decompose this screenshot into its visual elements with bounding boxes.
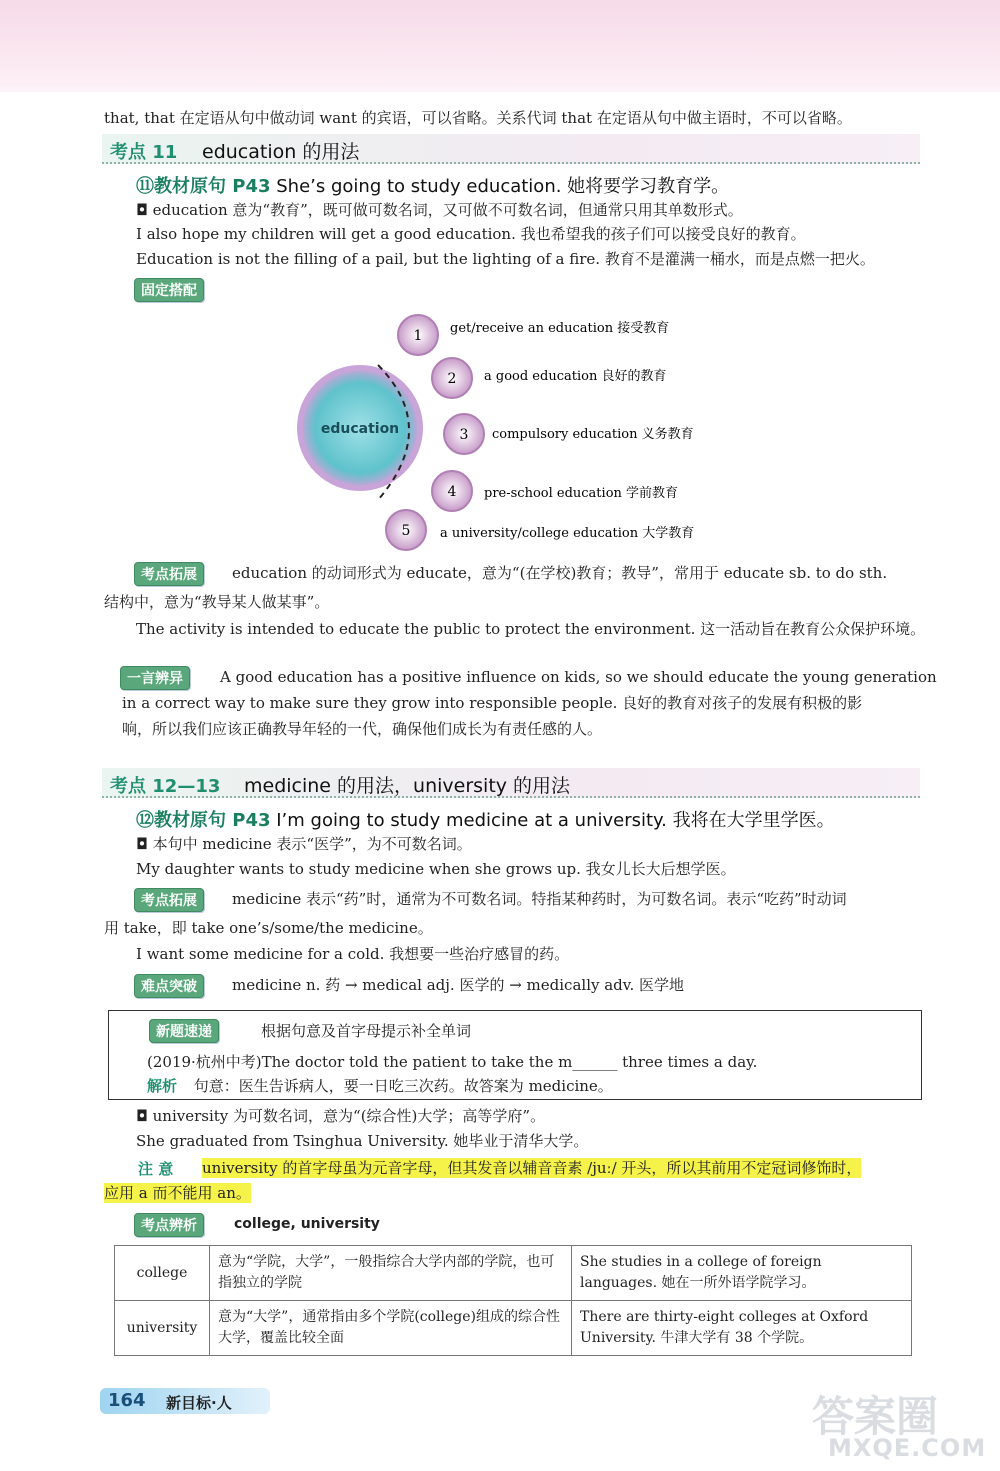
textbook-sentence-12 <box>136 806 835 832</box>
paragraph: ◘ education 意为“教育”，既可做可数名词，又可做不可数名词，但通常只用其单数形式。 <box>136 201 743 219</box>
paragraph: A good education has a positive influence on kids, so we should educate the young generation <box>220 668 937 686</box>
paragraph: 结构中，意为“教导某人做某事”。 <box>104 593 330 611</box>
answer-label: 解析 <box>147 1077 178 1095</box>
svg-text:1: 1 <box>413 328 423 344</box>
paragraph: Education is not the filling of a pail, but the lighting of a fire. 教育不是灌满一桶水，而是点燃一把火。 <box>136 250 875 268</box>
diagram-item-5 <box>386 510 694 550</box>
textbook-text: I’m going to study medicine at a university. 我将在大学里学医。 <box>276 810 835 831</box>
intro-text: that, that 在定语从句中做动词 want 的宾语，可以省略。关系代词 that 在定语从句中做主语时，不可以省略。 <box>104 109 852 127</box>
new-question-box <box>108 1010 922 1100</box>
table-cell: There are thirty-eight colleges at Oxford University. 牛津大学有 38 个学院。 <box>572 1301 912 1356</box>
svg-text:3: 3 <box>459 427 469 443</box>
page-footer <box>100 1388 270 1414</box>
tag-analysis: 考点辨析 <box>134 1213 204 1237</box>
paragraph: 响，所以我们应该正确教导年轻的一代，确保他们成长为有责任感的人。 <box>122 720 603 738</box>
paragraph: in a correct way to make sure they grow into responsible people. 良好的教育对孩子的发展有积极的影 <box>122 694 863 712</box>
section-title: education 的用法 <box>202 141 360 163</box>
paragraph: She graduated from Tsinghua University. 她毕业于清华大学。 <box>136 1132 589 1150</box>
paragraph: ◘ 本句中 medicine 表示“医学”，为不可数名词。 <box>136 835 472 853</box>
analysis-title: college, university <box>234 1216 380 1232</box>
series-name: 新目标·人 <box>166 1394 232 1412</box>
diagram-item-4 <box>432 471 678 511</box>
svg-text:get/receive an education 接受教育: get/receive an education 接受教育 <box>450 321 670 336</box>
tag-fixed-collocation: 固定搭配 <box>134 278 204 302</box>
comparison-table <box>114 1245 912 1356</box>
textbook-label: ⑪教材原句 P43 <box>136 176 271 197</box>
svg-text:compulsory education 义务教育: compulsory education 义务教育 <box>492 427 694 442</box>
table-cell: university <box>115 1301 210 1356</box>
tag-new-question: 新题速递 <box>149 1019 219 1043</box>
svg-text:4: 4 <box>447 484 457 500</box>
watermark-logo: 答案圈 <box>812 1392 939 1441</box>
textbook-text: She’s going to study education. 她将要学习教育学。 <box>276 176 730 197</box>
box-title: 根据句意及首字母提示补全单词 <box>261 1022 472 1040</box>
paragraph: education 的动词形式为 educate，意为“(在学校)教育；教导”，常用于 educate sb. to do sth. <box>232 564 888 582</box>
watermark-url: MXQE.COM <box>828 1434 987 1462</box>
section-title: medicine 的用法，university 的用法 <box>244 775 571 797</box>
paragraph: My daughter wants to study medicine when she grows up. 我女儿长大后想学医。 <box>136 860 736 878</box>
table-cell: 意为“学院，大学”，一般指综合大学内部的学院，也可指独立的学院 <box>210 1246 572 1301</box>
svg-text:5: 5 <box>401 523 411 539</box>
svg-text:2: 2 <box>447 371 457 387</box>
paragraph: medicine n. 药 → medical adj. 医学的 → medically adv. 医学地 <box>232 976 685 994</box>
paragraph: The activity is intended to educate the public to protect the environment. 这一活动旨在教育公众保护环境。 <box>136 620 926 638</box>
tag-extension: 考点拓展 <box>134 888 204 912</box>
textbook-sentence-11 <box>136 172 729 198</box>
table-row <box>115 1246 912 1301</box>
section-header-11 <box>102 134 920 164</box>
paragraph: I also hope my children will get a good education. 我也希望我的孩子们可以接受良好的教育。 <box>136 225 806 243</box>
note-text: 应用 a 而不能用 an。 <box>104 1184 251 1202</box>
box-question: (2019·杭州中考)The doctor told the patient to take the m______ three times a day. <box>147 1053 758 1071</box>
answer-text: 句意：医生告诉病人，要一日吃三次药。故答案为 medicine。 <box>193 1077 613 1095</box>
table-row <box>115 1301 912 1356</box>
svg-text:a university/college education: a university/college education 大学教育 <box>440 526 695 541</box>
diagram-item-2 <box>432 358 666 398</box>
table-cell: college <box>115 1246 210 1301</box>
note-label: 注 意 <box>138 1160 174 1178</box>
collocation-diagram <box>290 305 730 555</box>
paragraph: 用 take，即 take one’s/some/the medicine。 <box>104 919 433 937</box>
section-header-12-13 <box>102 768 920 798</box>
tag-difficulty: 难点突破 <box>134 974 204 998</box>
section-number: 考点 12—13 <box>110 776 221 797</box>
diagram-item-3 <box>444 414 694 454</box>
table-cell: She studies in a college of foreign languages. 她在一所外语学院学习。 <box>572 1246 912 1301</box>
section-number: 考点 11 <box>110 142 178 163</box>
diagram-item-1 <box>398 315 669 355</box>
page-number: 164 <box>108 1390 146 1411</box>
paragraph: ◘ university 为可数名词，意为“(综合性)大学；高等学府”。 <box>136 1107 546 1125</box>
tag-distinguish: 一言辨异 <box>120 666 190 690</box>
paragraph: medicine 表示“药”时，通常为不可数名词。特指某种药时，为可数名词。表示“吃药”时动词 <box>232 890 847 908</box>
paragraph: I want some medicine for a cold. 我想要一些治疗感冒的药。 <box>136 945 570 963</box>
svg-text:a good education 良好的教育: a good education 良好的教育 <box>484 369 667 384</box>
textbook-label: ⑫教材原句 P43 <box>136 810 271 831</box>
note-text: university 的首字母虽为元音字母，但其发音以辅音音素 /juː/ 开头，所以其前用不定冠词修饰时， <box>202 1159 862 1177</box>
svg-text:pre-school education 学前教育: pre-school education 学前教育 <box>484 486 679 501</box>
tag-extension: 考点拓展 <box>134 562 204 586</box>
top-decorative-band <box>0 0 1000 92</box>
table-cell: 意为“大学”，通常指由多个学院(college)组成的综合性大学，覆盖比较全面 <box>210 1301 572 1356</box>
center-label: education <box>320 421 400 437</box>
